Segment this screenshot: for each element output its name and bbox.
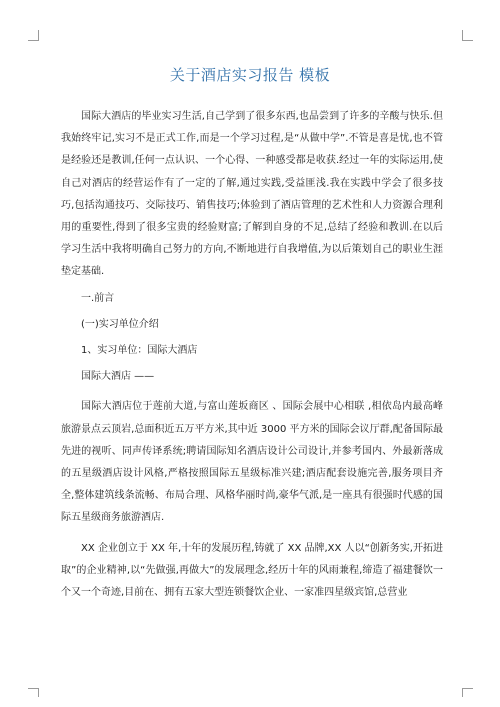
- internship-unit-line: 1、实习单位：国际大酒店: [81, 345, 198, 357]
- hotel-name-line: 国际大酒店 ——: [81, 371, 155, 383]
- section-heading-preface: 一.前言: [81, 292, 115, 304]
- hotel-description-paragraph: 国际大酒店位于莲前大道,与富山莲坂商区 、国际会展中心相联 ,相依岛内最高峰旅游景点云顶岩,总面积近五万平方米,其中近 3000 平方米的国际会议厅群,配备国际最先进的视听、同声传译系统;聘请国际知名酒店设计公司设计,并参考国内、外最新落成的五星级酒店设计风格,严格按照国际五星级标准兴建;酒店配套设施完善,服务项目齐全,整体建筑线条流畅、布局合理、风格华丽时尚,豪华气派,是一座具有很强时代感的国际五星级商务旅游酒店.: [61, 401, 443, 524]
- document-body: [61, 106, 443, 604]
- crop-mark-top-right: [462, 30, 473, 41]
- intro-paragraph: 国际大酒店的毕业实习生活,自己学到了很多东西,也品尝到了许多的辛酸与快乐.但我始终牢记,实习不是正式工作,而是一个学习过程,是“从做中学”.不管是喜是忧,也不管是经验还是教训,任何一点认识、一个心得、一种感受都是收获.经过一年的实际运用,使自己对酒店的经营运作有了一定的了解,通过实践,受益匪浅.我在实践中学会了很多技巧,包括沟通技巧、交际技巧、销售技巧;体验到了酒店管理的艺术性和人力资源合理利用的重要性,得到了很多宝贵的经验财富;了解到自身的不足,总结了经验和教训.在以后学习生活中我将明确自己努力的方向,不断地进行自我增值,为以后策划自己的职业生涯垫定基础.: [61, 111, 443, 278]
- company-description-paragraph: XX 企业创立于 XX 年,十年的发展历程,铸就了 XX 品牌,XX 人以“创新务实,开拓进取”的企业精神,以“先做强,再做大”的发展理念,经历十年的风雨兼程,缔造了福建餐饮一个又一个奇迹,目前在、拥有五家大型连锁餐饮企业、一家准四星级宾馆,总营业: [61, 542, 443, 599]
- crop-mark-top-left: [28, 30, 39, 41]
- crop-mark-bottom-right: [462, 688, 473, 697]
- crop-mark-bottom-left: [28, 688, 39, 697]
- document-title: 关于酒店实习报告 模板: [169, 66, 331, 84]
- subsection-heading-unit-intro: (一)实习单位介绍: [81, 318, 159, 330]
